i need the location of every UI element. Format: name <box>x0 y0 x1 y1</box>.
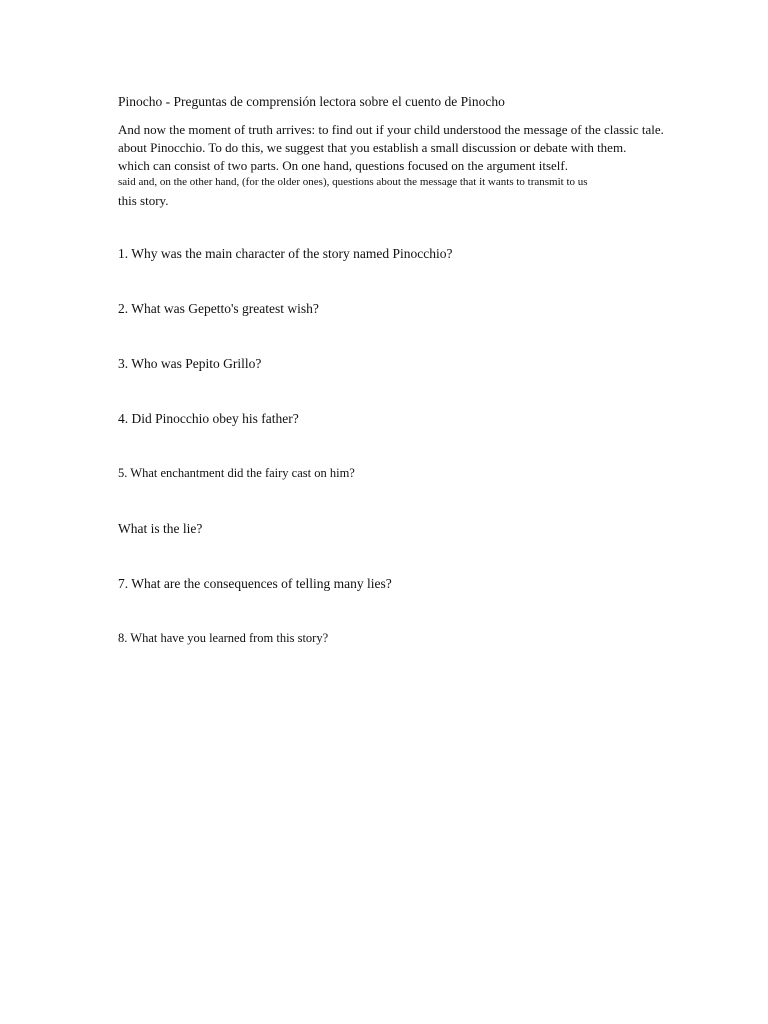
question-8: 8. What have you learned from this story? <box>118 631 329 645</box>
question-7: 7. What are the consequences of telling many lies? <box>118 576 392 591</box>
intro-line-2: about Pinocchio. To do this, we suggest that you establish a small discussion or debate with them. <box>118 140 627 155</box>
intro-line-1: And now the moment of truth arrives: to find out if your child understood the message of the classic tale. <box>118 122 664 137</box>
document-title: Pinocho - Preguntas de comprensión lectora sobre el cuento de Pinocho <box>118 94 505 109</box>
question-2: 2. What was Gepetto's greatest wish? <box>118 301 319 316</box>
intro-line-3: which can consist of two parts. On one hand, questions focused on the argument itself. <box>118 158 568 173</box>
intro-line-4: said and, on the other hand, (for the older ones), questions about the message that it wants to transmit to us <box>118 176 588 188</box>
question-3: 3. Who was Pepito Grillo? <box>118 356 262 371</box>
question-6: What is the lie? <box>118 521 203 536</box>
question-5: 5. What enchantment did the fairy cast on him? <box>118 466 355 480</box>
question-1: 1. Why was the main character of the story named Pinocchio? <box>118 246 453 261</box>
intro-line-5: this story. <box>118 193 169 208</box>
question-4: 4. Did Pinocchio obey his father? <box>118 411 299 426</box>
